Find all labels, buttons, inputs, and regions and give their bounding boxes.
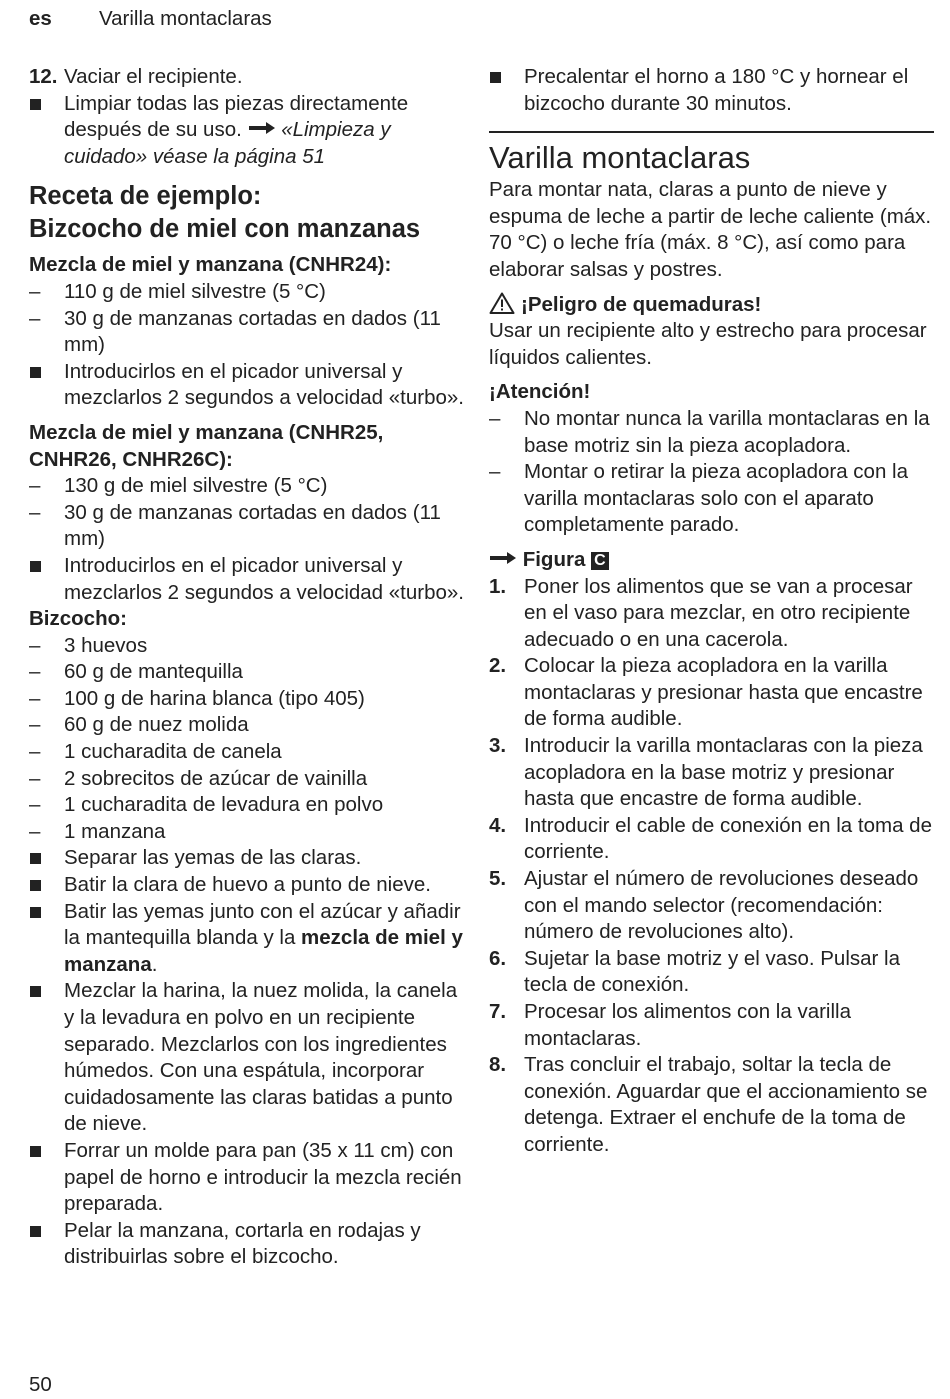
cake-title: Bizcocho: (29, 607, 127, 631)
list-item (489, 406, 934, 459)
dash-marker: – (29, 766, 41, 790)
dash-marker: – (29, 713, 41, 737)
section-divider (489, 131, 934, 133)
mix2-title: Mezcla de miel y manzana (CNHR25, CNHR26, CNHR26C): (29, 420, 384, 471)
list-item-text: . (151, 952, 158, 976)
list-item-text: 130 g de miel silvestre (5 °C) (64, 474, 328, 498)
list-item-text: 60 g de nuez molida (64, 713, 249, 737)
list-item-text: Montar o retirar la pieza acopladora con la varilla montaclaras solo con el aparato completamente parado. (524, 460, 909, 537)
step-text: Ajustar el número de revoluciones deseado con el mando selector (recomendación: número de revoluciones alto). (524, 867, 919, 944)
danger-text: Usar un recipiente alto y estrecho para procesar líquidos calientes. (489, 319, 927, 369)
list-item-text: 3 huevos (64, 633, 148, 657)
list-item (29, 739, 469, 766)
attention-title: ¡Atención! (489, 380, 591, 404)
bullet-clean (29, 91, 469, 171)
step-number: 12. (29, 65, 58, 88)
step-number: 6. (489, 946, 507, 970)
page-number: 50 (29, 1373, 52, 1396)
square-bullet-icon (29, 553, 64, 580)
square-bullet-icon (29, 91, 64, 118)
step-text: Tras concluir el trabajo, soltar la tecla de conexión. Aguardar que el accionamiento se detenga. Extraer el enchufe de la toma de corriente. (524, 1053, 928, 1156)
dash-marker: – (489, 460, 501, 484)
step-item (489, 1052, 934, 1158)
figure-label: Figura (522, 547, 586, 571)
step-item (489, 574, 934, 654)
mix1-title: Mezcla de miel y manzana (CNHR24): (29, 253, 392, 277)
list-item-text: 110 g de miel silvestre (5 °C) (64, 279, 326, 303)
list-item (29, 1138, 469, 1218)
list-item-text: Forrar un molde para pan (35 x 11 cm) con papel de horno e introducir la mezcla recién preparada. (64, 1138, 462, 1216)
list-item-text: Batir las yemas junto con el azúcar y añadir la mantequilla blanda y la (64, 899, 461, 950)
list-item-text: Introducirlos en el picador universal y mezclarlos 2 segundos a velocidad «turbo». (64, 359, 464, 410)
dash-marker: – (29, 279, 41, 303)
dash-marker: – (29, 633, 41, 657)
list-item (29, 306, 469, 359)
arrow-right-icon (248, 121, 276, 135)
square-bullet-icon (29, 1218, 64, 1245)
square-bullet-icon (29, 359, 64, 386)
step-number: 8. (489, 1053, 507, 1077)
step-item (489, 946, 934, 999)
step-text: Poner los alimentos que se van a procesar en el vaso para mezclar, en otro recipiente adecuado o en una cacerola. (524, 574, 913, 651)
step-number: 3. (489, 734, 507, 758)
dash-marker: – (29, 660, 41, 684)
step-number: 1. (489, 574, 507, 598)
step-text: Vaciar el recipiente. (64, 65, 243, 88)
list-item (29, 686, 469, 713)
list-item (29, 792, 469, 819)
list-item (29, 899, 469, 979)
step-item (489, 813, 934, 866)
step-text: Introducir el cable de conexión en la toma de corriente. (524, 813, 932, 864)
list-item-text: Mezclar la harina, la nuez molida, la canela y la levadura en polvo en un recipiente separado. Mezclarlos con los ingredientes húmedos. Con una espátula, incorporar cuidadosamente las claras batidas a punto de nieve. (64, 979, 458, 1136)
recipe-title (29, 180, 469, 246)
list-item (29, 978, 469, 1138)
list-item (29, 553, 469, 606)
square-bullet-icon (29, 978, 64, 1005)
dash-marker: – (29, 500, 41, 524)
list-item-text: 30 g de manzanas cortadas en dados (11 mm) (64, 306, 441, 357)
page-header (29, 6, 930, 32)
dash-marker: – (489, 406, 501, 430)
right-column (489, 64, 934, 1159)
step-text: Colocar la pieza acopladora en la varilla montaclaras y presionar hasta que encastre de forma audible. (524, 654, 923, 731)
bullet-text: Limpiar todas las piezas directamente después de su uso. (64, 91, 409, 142)
list-item (29, 819, 469, 846)
square-bullet-icon (29, 899, 64, 926)
language-code: es (29, 7, 52, 30)
step-text: Procesar los alimentos con la varilla montaclaras. (524, 1000, 851, 1050)
figure-letter-badge: C (591, 552, 609, 570)
list-item-text: Separar las yemas de las claras. (64, 846, 362, 870)
dash-marker: – (29, 474, 41, 498)
cross-reference-link[interactable]: «Limpieza y cuidado» véase la página 51 (64, 118, 391, 168)
dash-marker: – (29, 740, 41, 764)
list-item (29, 633, 469, 660)
danger-title (489, 292, 934, 319)
step-number: 7. (489, 1000, 507, 1023)
list-item-bold-text: mezcla de miel y manzana (64, 926, 463, 976)
list-item (29, 359, 469, 412)
step-number: 2. (489, 654, 507, 678)
list-item-text: 60 g de mantequilla (64, 660, 243, 684)
list-item (29, 473, 469, 500)
step-item (489, 733, 934, 813)
list-item-text: 30 g de manzanas cortadas en dados (11 mm) (64, 500, 441, 551)
list-item-text: 1 cucharadita de canela (64, 740, 282, 764)
list-item-text: 100 g de harina blanca (tipo 405) (64, 686, 365, 710)
list-item (29, 712, 469, 739)
list-item (29, 872, 469, 899)
list-item (29, 1218, 469, 1271)
arrow-right-icon (489, 551, 517, 565)
list-item (489, 459, 934, 539)
list-item (29, 845, 469, 872)
square-bullet-icon (489, 64, 524, 91)
list-item (29, 659, 469, 686)
square-bullet-icon (29, 845, 64, 872)
list-item-text: Introducirlos en el picador universal y mezclarlos 2 segundos a velocidad «turbo». (64, 553, 464, 604)
step-item (489, 866, 934, 946)
warning-triangle-icon (489, 292, 515, 314)
square-bullet-icon (29, 872, 64, 899)
dash-marker: – (29, 306, 41, 330)
step-12 (29, 64, 469, 91)
list-item (29, 279, 469, 306)
step-item (489, 999, 934, 1052)
step-number: 5. (489, 867, 507, 891)
square-bullet-icon (29, 1138, 64, 1165)
step-text: Sujetar la base motriz y el vaso. Pulsar la tecla de conexión. (524, 946, 900, 997)
list-item-text: Precalentar el horno a 180 °C y hornear el bizcocho durante 30 minutos. (524, 65, 909, 115)
step-item (489, 653, 934, 733)
list-item-text: 1 cucharadita de levadura en polvo (64, 793, 384, 817)
list-item-text: 1 manzana (64, 819, 166, 843)
list-item-text: Batir la clara de huevo a punto de nieve. (64, 873, 431, 897)
dash-marker: – (29, 819, 41, 843)
section-title: Varilla montaclaras (489, 140, 751, 176)
header-title: Varilla montaclaras (99, 7, 272, 30)
list-item (29, 766, 469, 793)
dash-marker: – (29, 793, 41, 817)
list-item (29, 500, 469, 553)
list-item-text: 2 sobrecitos de azúcar de vainilla (64, 766, 368, 790)
section-intro: Para montar nata, claras a punto de nieve y espuma de leche a partir de leche caliente (máx. 70 °C) o leche fría (máx. 8 °C), así como para elaborar salsas y postres. (489, 178, 932, 281)
left-column (29, 64, 469, 1271)
list-item-text: Pelar la manzana, cortarla en rodajas y distribuirlas sobre el bizcocho. (64, 1218, 421, 1269)
list-item-text: No montar nunca la varilla montaclaras en la base motriz sin la pieza acopladora. (524, 406, 930, 457)
figure-reference (489, 547, 934, 574)
step-number: 4. (489, 813, 507, 837)
step-text: Introducir la varilla montaclaras con la pieza acopladora en la base motriz y presionar hasta que encastre de forma audible. (524, 734, 923, 811)
dash-marker: – (29, 686, 41, 710)
danger-title-text: ¡Peligro de quemaduras! (521, 292, 762, 316)
list-item (489, 64, 934, 117)
recipe-title-line-1: Receta de ejemplo: (29, 182, 262, 211)
recipe-title-line-2: Bizcocho de miel con manzanas (29, 215, 421, 244)
